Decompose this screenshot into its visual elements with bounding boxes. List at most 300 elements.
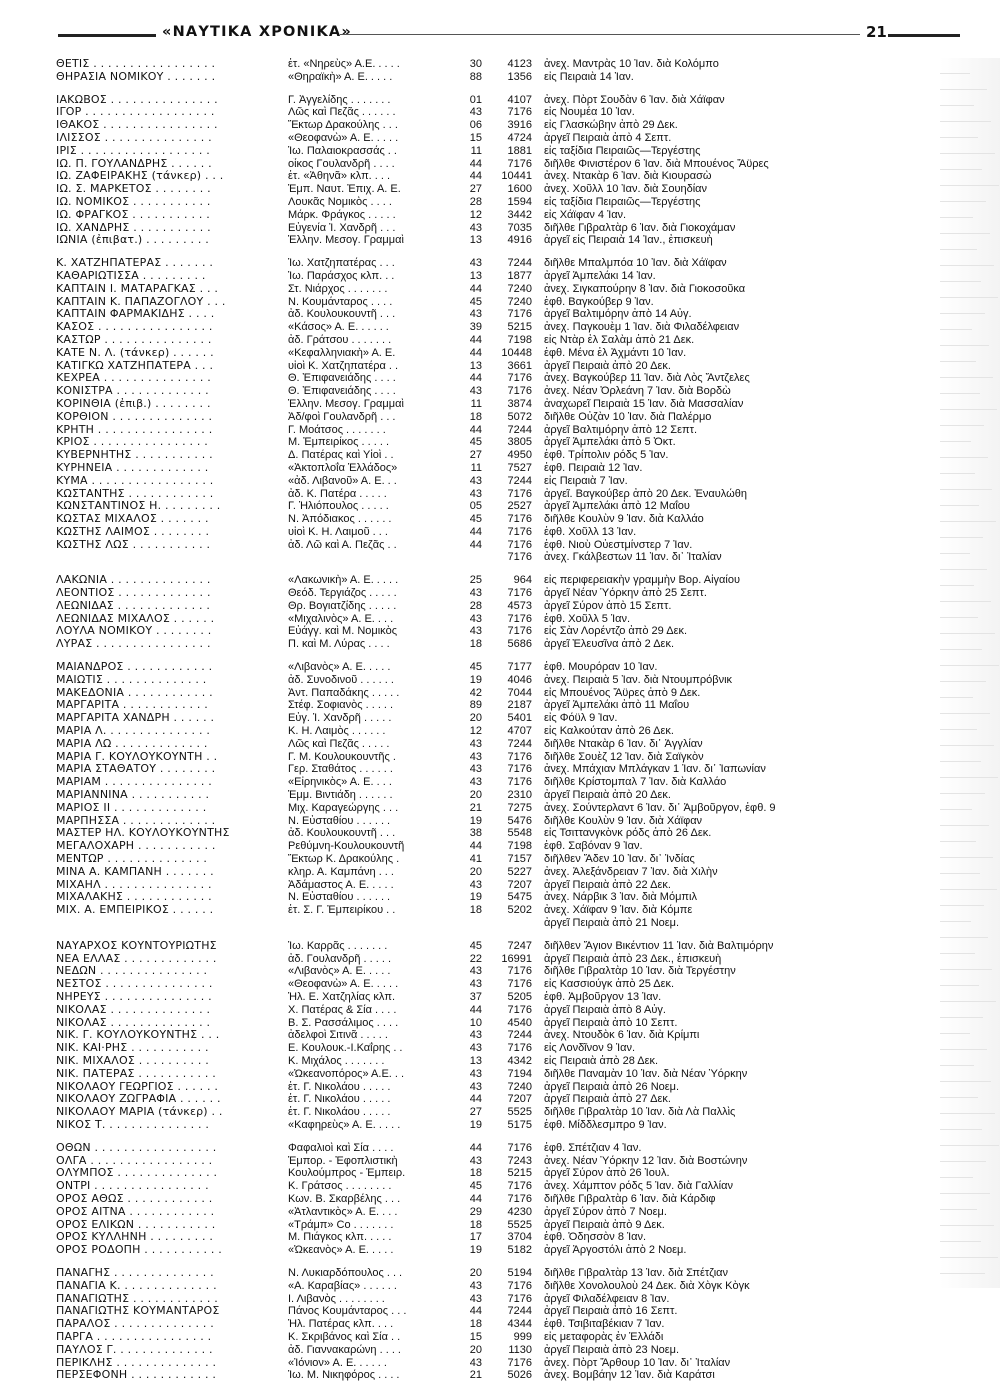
- owner: Ν. Εὐσταθίου . . . . . .: [288, 891, 391, 904]
- tonnage: 7044: [507, 686, 532, 699]
- owner: ἀδ. Γράτσου . . . . . . .: [288, 333, 392, 346]
- year: 30: [469, 58, 482, 70]
- ship-movements-listing: [56, 58, 936, 1392]
- year: 21: [469, 801, 482, 814]
- tonnage: 7527: [507, 461, 532, 474]
- tonnage: 7176: [507, 1292, 532, 1305]
- tonnage: 4950: [507, 449, 532, 462]
- tonnage: 7244: [507, 474, 532, 487]
- status: ἀργεῖ Πειραιὰ ἀπὸ 4 Σεπτ.: [544, 131, 672, 144]
- status: διῆλθε Γιβραλτὰρ 10 Ἰαν. διὰ Λὰ Παλλὶς: [544, 1106, 736, 1119]
- tonnage: 1881: [507, 144, 532, 157]
- table-row: [56, 539, 936, 552]
- ship-name: ΚΡΙΟΣ . . . . . . . . . . . . . . . .: [56, 436, 208, 449]
- tonnage: 4724: [507, 131, 532, 144]
- table-row: [56, 1119, 936, 1132]
- table-row: [56, 879, 936, 892]
- owner: ἀδ. Κ. Πατέρα . . . . .: [288, 487, 387, 500]
- status: εἰς περιφερειακὴν γραμμὴν Βορ. Αἰγαίου: [544, 574, 740, 587]
- ship-name: ΜΑΡΠΗΣΣΑ . . . . . . . . . . . . .: [56, 814, 216, 827]
- year: 05: [469, 500, 482, 513]
- year: 20: [469, 789, 482, 802]
- bleed-line: [940, 588, 991, 602]
- ship-name: ΝΙΚΟΣ Τ. . . . . . . . . . . . . . .: [56, 1118, 210, 1131]
- owner: Δ. Πατέρας καὶ Υἱοὶ . .: [288, 449, 394, 462]
- year: 43: [469, 487, 482, 500]
- ship-name: ΝΗΡΕΥΣ . . . . . . . . . . . . . . .: [56, 990, 212, 1003]
- bleed-line: [940, 92, 974, 106]
- ship-name: ΝΙΚΟΛΑΣ . . . . . . . . . . . . . .: [56, 1016, 211, 1029]
- year: 89: [469, 699, 482, 712]
- table-row: [56, 661, 936, 674]
- status: ἀνεχ. Σούντερλαντ 6 Ἰαν. δι᾽ Ἀμβοῦργον, ἐφθ. 9: [544, 801, 776, 814]
- owner: «Τράμπ» Co . . . . . . .: [288, 1218, 394, 1231]
- owner: Μ. Ἐμπειρίκος . . . . .: [288, 436, 390, 449]
- table-row: [56, 789, 936, 802]
- bleed-line: [940, 380, 980, 394]
- owner: Λουκᾶς Νομικὸς . . . .: [288, 195, 392, 208]
- owner: Ἰω. Παράσχος κλπ. . .: [288, 269, 395, 282]
- status: ἐφθ. Ἀμβοῦργον 13 Ἰαν.: [544, 990, 662, 1003]
- status: ἀργεῖ Πειραιὰ ἀπὸ 9 Δεκ.: [544, 1218, 665, 1231]
- tonnage: 7176: [507, 1279, 532, 1292]
- bleed-line: [940, 732, 994, 746]
- bleed-line: [940, 204, 973, 218]
- owner: Κ. Γράτσος . . . . . . . .: [288, 1180, 392, 1193]
- table-row: [56, 1305, 936, 1318]
- status: ἀργεῖ Πειραιὰ ἀπὸ 26 Νοεμ.: [544, 1080, 680, 1093]
- table-row: [56, 613, 936, 626]
- ship-name: ΝΕΣΤΟΣ . . . . . . . . . . . . . . .: [56, 978, 213, 991]
- status: ἐφθ. Νιοὺ Οὐεστμίνστερ 7 Ἰαν.: [544, 538, 693, 551]
- tonnage: 5215: [507, 1167, 532, 1180]
- status: ἀργεῖ Βαλτιμόρην ἀπὸ 14 Αὐγ.: [544, 308, 692, 321]
- owner: Κουλούμπρος - Ἐμπειρ.: [288, 1167, 406, 1180]
- bleed-line: [940, 860, 980, 874]
- status: ἀργεῖ Ἐλευσῖνα ἀπὸ 2 Δεκ.: [544, 638, 674, 651]
- bleed-line: [940, 1276, 972, 1288]
- bleed-line: [940, 748, 981, 762]
- table-row: [56, 827, 936, 840]
- table-row: [56, 145, 936, 158]
- status: ἐφθ. Χοῦλλ 13 Ἰαν.: [544, 525, 637, 538]
- table-row: [56, 1029, 936, 1042]
- tonnage: 7176: [507, 776, 532, 789]
- ship-name: ΠΑΝΑΓΗΣ . . . . . . . . . . . . . .: [56, 1266, 214, 1279]
- status: ἀνεχ. Ντουδὸκ 6 Ἰαν. διὰ Κρίμπι: [544, 1029, 700, 1042]
- ship-name: ΚΑΤΕ Ν. Λ. (τάνκερ) . . . . . .: [56, 346, 214, 359]
- table-row: [56, 58, 936, 71]
- table-row: [56, 751, 936, 764]
- tonnage: 5686: [507, 638, 532, 651]
- tonnage: 10448: [501, 346, 532, 359]
- ship-name: ΛΕΟΝΤΙΟΣ . . . . . . . . . . . . .: [56, 587, 211, 600]
- table-row: [56, 840, 936, 853]
- year: 21: [469, 1369, 482, 1382]
- year: 44: [469, 1192, 482, 1205]
- ship-name: ΚΟΡΙΝΘΙΑ (ἐπιβ.) . . . . . . . .: [56, 397, 211, 410]
- year: 45: [469, 436, 482, 449]
- status: εἰς Σὰν Λορέντζο ἀπὸ 29 Δεκ.: [544, 625, 688, 638]
- owner: Ν. Ἀπόδιακος . . . . . .: [288, 513, 392, 526]
- bleed-line: [940, 444, 988, 458]
- owner: Κ. Σκριβάνος καὶ Σία . .: [288, 1330, 401, 1343]
- ship-name: ΜΑΡΙΟΣ ΙΙ . . . . . . . . . . . . .: [56, 801, 207, 814]
- year: 43: [469, 625, 482, 638]
- table-row: [56, 321, 936, 334]
- table-row: [56, 802, 936, 815]
- ship-name: ΝΙΚΟΛΑΣ . . . . . . . . . . . . . .: [56, 1003, 211, 1016]
- page-header: [40, 22, 960, 48]
- table-row: [56, 475, 936, 488]
- ship-name: ΚΥΒΕΡΝΗΤΗΣ . . . . . . . . . . .: [56, 449, 213, 462]
- year: 11: [470, 461, 482, 474]
- table-row: [56, 953, 936, 966]
- bleed-line: [940, 844, 993, 858]
- bleed-line: [940, 252, 994, 266]
- ship-name: ΝΙΚΟΛΑΟΥ ΓΕΩΡΓΙΟΣ . . . . . .: [56, 1080, 219, 1093]
- bleed-line: [940, 652, 999, 666]
- status: ἀνεχ. Σιγκαπούρην 8 Ἰαν. διὰ Γιοκοσοῦκα: [544, 282, 746, 295]
- status: διῆλθε Οὐζὰν 10 Ἰαν. διὰ Παλέρμο: [544, 410, 712, 423]
- year: 20: [469, 865, 482, 878]
- status: ἀνεχ. Νέαν Ὑόρκην 12 Ἰαν. διὰ Βοστώνην: [544, 1154, 748, 1167]
- ship-name: ΟΡΟΣ ΡΟΔΟΠΗ . . . . . . . . . . .: [56, 1244, 222, 1257]
- bleed-line: [940, 1148, 986, 1162]
- year: 18: [469, 904, 482, 917]
- bleed-line: [940, 316, 972, 330]
- tonnage: 7240: [507, 295, 532, 308]
- status: διῆλθε Φινιστέρον 6 Ἰαν. διὰ Μπουένος Ἄϋρες: [544, 157, 769, 170]
- owner: ἐτ. «Νηρεὺς» Α.Ε. . . . .: [288, 58, 400, 70]
- tonnage: 7176: [507, 1141, 532, 1154]
- bleed-line: [940, 412, 984, 426]
- year: 44: [469, 372, 482, 385]
- table-row: [56, 1369, 936, 1382]
- tonnage: 5475: [507, 891, 532, 904]
- table-row: [56, 853, 936, 866]
- tonnage: 7240: [507, 1080, 532, 1093]
- bleed-line: [940, 140, 995, 154]
- status: ἐφθ. Ὀδησσὸν 8 Ἰαν.: [544, 1231, 647, 1244]
- table-row: [56, 674, 936, 687]
- owner: Ἰω. Παλαιοκρασσάς . .: [288, 144, 397, 157]
- ship-name: ΜΑΡΙΑ ΣΤΑΘΑΤΟΥ . . . . . . . .: [56, 763, 216, 776]
- ship-name: ΠΑΝΑΓΙΩΤΗΣ . . . . . . . . . . . .: [56, 1292, 218, 1305]
- table-row: [56, 385, 936, 398]
- bleed-line: [940, 332, 989, 346]
- year: 18: [469, 1218, 482, 1231]
- table-row: [56, 1206, 936, 1219]
- ship-name: ΟΡΟΣ ΑΘΩΣ . . . . . . . . . . . .: [56, 1192, 213, 1205]
- owner: «Θηραϊκὴ» Α. Ε. . . . .: [288, 70, 393, 83]
- year: 39: [469, 321, 482, 334]
- owner: Ἰω. Χατζηπατέρας . . .: [288, 257, 395, 270]
- table-row: [56, 94, 936, 107]
- table-row: [56, 551, 936, 564]
- ship-name: ΜΑΙΑΝΔΡΟΣ . . . . . . . . . . . .: [56, 661, 213, 674]
- table-row: [56, 1017, 936, 1030]
- bleed-line: [940, 908, 971, 922]
- bleed-line: [940, 1084, 978, 1098]
- bleed-line: [940, 172, 999, 186]
- status: ἀργεῖ Πειραιὰ ἀπὸ 22 Δεκ.: [544, 878, 671, 891]
- status: ἀνεχ. Βαγκούβερ 11 Ἰαν. διὰ Λὸς Ἄντζελες: [544, 372, 750, 385]
- year: 43: [469, 474, 482, 487]
- ship-name: ΠΕΡΣΕΦΟΝΗ . . . . . . . . . . . .: [56, 1369, 217, 1382]
- status: διῆλθε Κουλὺν 9 Ἰαν. διὰ Καλλάο: [544, 513, 704, 526]
- tonnage: 999: [513, 1330, 532, 1343]
- owner: «Ἰόνιον» Α. Ε. . . . . .: [288, 1356, 387, 1369]
- tonnage: 7176: [507, 551, 532, 564]
- owner: υἱοὶ Κ. Χατζηπατέρα . .: [288, 359, 399, 372]
- year: 20: [469, 712, 482, 725]
- ship-name: ΚΑΠΤΑΙΝ ΦΑΡΜΑΚΙΔΗΣ . . . .: [56, 308, 215, 321]
- owner: «Εἰρηνικὸς» Α. Ε. . . .: [288, 776, 392, 789]
- bleed-line: [940, 1164, 973, 1178]
- tonnage: 7244: [507, 737, 532, 750]
- bleed-line: [940, 956, 992, 970]
- tonnage: 5476: [507, 814, 532, 827]
- letter-group: [56, 94, 936, 248]
- bleed-line: [940, 156, 982, 170]
- year: 43: [469, 750, 482, 763]
- year: 43: [469, 106, 482, 119]
- status: ἐφθ. Σπέτζιαν 4 Ἰαν.: [544, 1141, 642, 1154]
- status: εἰς Φόϋλ 9 Ἰαν.: [544, 712, 618, 725]
- owner: Ἠλ. Ε. Χατζηλίας κλπ.: [288, 990, 396, 1003]
- year: 11: [470, 397, 482, 410]
- table-row: [56, 1231, 936, 1244]
- status: ἀνεχ. Μπάχιαν Μπλάγκαν 1 Ἰαν. δι᾽ Ἰαπωνίαν: [544, 763, 766, 776]
- year: 27: [469, 1106, 482, 1119]
- tonnage: 3704: [507, 1231, 532, 1244]
- bleed-line: [940, 60, 970, 74]
- table-row: [56, 170, 936, 183]
- year: 44: [469, 1305, 482, 1318]
- status: ἀνεχ. Νάρβικ 3 Ἰαν. διὰ Μόμπιλ: [544, 891, 697, 904]
- status: ἀνεχ. Πὸρτ Ἄρθουρ 10 Ἰαν. δι᾽ Ἰταλίαν: [544, 1356, 731, 1369]
- ship-name: ΚΥΜΑ . . . . . . . . . . . . . . . . .: [56, 474, 214, 487]
- tonnage: 5215: [507, 321, 532, 334]
- ship-name: ΙΓΟΡ . . . . . . . . . . . . . . . . . .: [56, 106, 215, 119]
- table-row: [56, 436, 936, 449]
- owner: «Κεφαλληνιακὴ» Α. Ε.: [288, 346, 396, 359]
- status: διῆλθε Γιβραλτὰρ 13 Ἰαν. διὰ Σπέτζιαν: [544, 1266, 729, 1279]
- owner: Γερ. Σταθάτος . . . . . .: [288, 763, 393, 776]
- bleed-line: [940, 428, 971, 442]
- status: ἀργεῖ Πειραιὰ ἀπὸ 27 Δεκ.: [544, 1093, 671, 1106]
- year: 43: [469, 978, 482, 991]
- table-row: [56, 699, 936, 712]
- tonnage: 1600: [507, 183, 532, 196]
- status: ἀνεχ. Χοῦλλ 10 Ἰαν. διὰ Σουηδίαν: [544, 183, 708, 196]
- bleed-line: [940, 124, 978, 138]
- tonnage: 4707: [507, 725, 532, 738]
- table-row: [56, 1167, 936, 1180]
- status: διῆλθεν Ἄδεν 10 Ἰαν. δι᾽ Ἰνδίας: [544, 853, 695, 866]
- tonnage: 3442: [507, 208, 532, 221]
- bleed-line: [940, 1180, 990, 1194]
- table-row: [56, 1155, 936, 1168]
- year: 18: [469, 638, 482, 651]
- owner: Ν. Κουμάνταρος . . . .: [288, 295, 393, 308]
- bleed-line: [940, 1260, 985, 1274]
- status: διῆλθε Γιβραλτὰρ 6 Ἰαν. διὰ Κάρδιφ: [544, 1192, 716, 1205]
- status: ἀργεῖ Σύρον ἀπὸ 15 Σεπτ.: [544, 599, 672, 612]
- ship-name: ΠΑΝΑΓΙΑ Κ. . . . . . . . . . . . . .: [56, 1279, 217, 1292]
- year: 43: [469, 763, 482, 776]
- tonnage: 7176: [507, 612, 532, 625]
- tonnage: 7176: [507, 513, 532, 526]
- year: 43: [469, 1279, 482, 1292]
- table-row: [56, 574, 936, 587]
- bleed-line: [940, 572, 974, 586]
- ship-name: ΙΩΝΙΑ (ἐπιβατ.) . . . . . . . . .: [56, 234, 209, 247]
- table-row: [56, 978, 936, 991]
- bleed-line: [940, 876, 997, 890]
- tonnage: 4123: [507, 58, 532, 70]
- year: 28: [469, 195, 482, 208]
- ship-name: ΚΑΣΤΩΡ . . . . . . . . . . . . . . .: [56, 333, 212, 346]
- bleed-line: [940, 540, 970, 554]
- owner: Κ. Η. Λαιμὸς . . . . . .: [288, 725, 386, 738]
- ship-name: ΟΛΓΑ . . . . . . . . . . . . . . . . .: [56, 1154, 213, 1167]
- table-row: [56, 712, 936, 725]
- bleed-line: [940, 1004, 983, 1018]
- ship-name: ΜΑΡΙΑΝΝΙΝΑ . . . . . . . . . . .: [56, 789, 210, 802]
- table-row: [56, 334, 936, 347]
- bleed-line: [940, 556, 987, 570]
- bleed-line: [940, 284, 998, 298]
- status: ἀνεχ. Νέαν Ὀρλεάνη 7 Ἰαν. διὰ Βορδὼ: [544, 385, 731, 398]
- bleed-line: [940, 364, 993, 378]
- ship-name: ΝΕΑ ΕΛΛΑΣ . . . . . . . . . . . . .: [56, 952, 217, 965]
- year: 38: [469, 827, 482, 840]
- ship-name: ΜΑΙΩΤΙΣ . . . . . . . . . . . . . .: [56, 673, 207, 686]
- ship-name: ΚΑΣΟΣ . . . . . . . . . . . . . . . .: [56, 321, 213, 334]
- status: ἀνεχ. Πειραιὰ 5 Ἰαν. διὰ Ντουμπρόβνικ: [544, 673, 733, 686]
- table-row: [56, 196, 936, 209]
- owner: ἀδ. Κουλουκουντῆ . . .: [288, 308, 396, 321]
- year: 18: [469, 410, 482, 423]
- publication-title: «ΝΑΥΤΙΚΑ ΧΡΟΝΙΚΑ»: [162, 24, 352, 40]
- owner: ἀδ. Κουλουκουντῆ . . .: [288, 827, 396, 840]
- owner: Εὐγενία Ἰ. Χανδρῆ . . .: [288, 221, 396, 234]
- tonnage: 7035: [507, 221, 532, 234]
- ship-name: ΠΕΡΙΚΛΗΣ . . . . . . . . . . . . . .: [56, 1356, 217, 1369]
- table-row: [56, 1193, 936, 1206]
- status: ἀργεῖ Ἀμπελάκι ἀπὸ 5 Ὀκτ.: [544, 436, 676, 449]
- owner: Στέφ. Σοφιανὸς . . . . .: [288, 699, 394, 712]
- status: ἀργεῖ Πειραιὰ ἀπὸ 16 Σεπτ.: [544, 1305, 678, 1318]
- ship-name: ΚΑΠΤΑΙΝ Ι. ΜΑΤΑΡΑΓΚΑΣ . . .: [56, 282, 219, 295]
- owner: Λῶς καὶ Πεζᾶς . . . . . .: [288, 106, 396, 119]
- owner: «Καφηρεὺς» Α. Ε. . . . .: [288, 1118, 401, 1131]
- table-row: [56, 1267, 936, 1280]
- owner: ἀδ. Γουλανδρῆ . . . . .: [288, 952, 392, 965]
- owner: ἀδ. Συνοδινοῦ . . . . . .: [288, 673, 394, 686]
- table-row: [56, 398, 936, 411]
- ship-name: ΝΙΚ. ΠΑΤΕΡΑΣ . . . . . . . . . . .: [56, 1067, 216, 1080]
- status: ἀργεῖ Σύρον ἀπὸ 26 Ἰουλ.: [544, 1167, 670, 1180]
- bleed-line: [940, 700, 990, 714]
- year: 43: [469, 612, 482, 625]
- owner: οἶκος Γουλανδρῆ . . . .: [288, 157, 395, 170]
- status: ἀνεχ. Βομβάην 12 Ἰαν. διὰ Καράτσι: [544, 1369, 715, 1382]
- status: ἐφθ. Βαγκούβερ 9 Ἰαν.: [544, 295, 654, 308]
- status: ἐφθ. Μένα ἐλ Ἀχμάντι 10 Ἰαν.: [544, 346, 687, 359]
- ship-name: ΜΑΡΙΑ Γ. ΚΟΥΛΟΥΚΟΥΝΤΗ . .: [56, 750, 218, 763]
- year: 44: [469, 525, 482, 538]
- tonnage: 7176: [507, 487, 532, 500]
- table-row: [56, 526, 936, 539]
- tonnage: 7176: [507, 106, 532, 119]
- table-row: [56, 1318, 936, 1331]
- ship-name: ΚΩΣΤΗΣ ΛΑΙΜΟΣ . . . . . . . .: [56, 525, 210, 538]
- year: 44: [469, 840, 482, 853]
- ship-name: ΚΑΘΑΡΙΩΤΙΣΣΑ . . . . . . . . .: [56, 269, 206, 282]
- owner: «Θεοφανὼ» Α. Ε. . . . .: [288, 978, 399, 991]
- tonnage: 7244: [507, 1305, 532, 1318]
- status: ἀνεχ. Χάμπτον ρόδς 5 Ἰαν. διὰ Γαλλίαν: [544, 1180, 733, 1193]
- table-row: [56, 991, 936, 1004]
- ship-name: ΟΘΩΝ . . . . . . . . . . . . . . . . .: [56, 1141, 217, 1154]
- table-row: [56, 513, 936, 526]
- owner: Ἰω. Καρρᾶς . . . . . . .: [288, 939, 388, 952]
- year: 19: [469, 814, 482, 827]
- year: 13: [469, 359, 482, 372]
- owner: Ρεθύμνη-Κουλουκουντῆ: [288, 840, 405, 853]
- status: ἀνεχ. Γκάλβεστων 11 Ἰαν. δι᾽ Ἰταλίαν: [544, 551, 722, 564]
- header-rule-right: [888, 34, 960, 37]
- year: 42: [469, 686, 482, 699]
- year: 10: [469, 1016, 482, 1029]
- year: 19: [469, 673, 482, 686]
- owner: Μάρκ. Φράγκος . . . . .: [288, 208, 396, 221]
- tonnage: 10441: [501, 170, 532, 183]
- bleed-line: [940, 780, 985, 794]
- year: 20: [469, 1266, 482, 1279]
- owner: Ν. Λυκιαρδόπουλος . . .: [288, 1266, 403, 1279]
- bleed-line: [940, 492, 979, 506]
- status: ἀργεῖ Πειραιὰ ἀπὸ 20 Δεκ.: [544, 789, 671, 802]
- status: εἰς Γλασκώβην ἀπὸ 29 Δεκ.: [544, 119, 678, 132]
- tonnage: 4230: [507, 1205, 532, 1218]
- owner: κληρ. Α. Καμπάνη . . .: [288, 865, 394, 878]
- table-row: [56, 638, 936, 651]
- year: 43: [469, 1292, 482, 1305]
- ship-name: ΠΑΥΛΟΣ Γ. . . . . . . . . . . . . .: [56, 1343, 213, 1356]
- owner: Ἀντ. Παπαδάκης . . . . .: [288, 686, 400, 699]
- owner: «Θεοφανὼ» Α. Ε. . . . .: [288, 131, 399, 144]
- year: 44: [469, 346, 482, 359]
- year: 27: [469, 183, 482, 196]
- year: 45: [469, 661, 482, 674]
- owner: ἐτ. Σ. Γ. Ἐμπειρίκου . .: [288, 904, 396, 917]
- tonnage: 7244: [507, 1029, 532, 1042]
- tonnage: 4046: [507, 673, 532, 686]
- table-row: [56, 1244, 936, 1257]
- table-row: [56, 209, 936, 222]
- owner: Γ. Ἀγγελίδης . . . . . . .: [288, 93, 391, 106]
- owner: Θρ. Βογιατζίδης . . . . .: [288, 599, 397, 612]
- tonnage: 1877: [507, 269, 532, 282]
- tonnage: 7240: [507, 282, 532, 295]
- owner: Ἐμπ. Ναυτ. Ἐπιχ. Α. Ε.: [288, 183, 401, 196]
- status: ἀργεῖ Ἀμπελάκι ἀπὸ 12 Μαΐου: [544, 500, 690, 513]
- year: 44: [469, 157, 482, 170]
